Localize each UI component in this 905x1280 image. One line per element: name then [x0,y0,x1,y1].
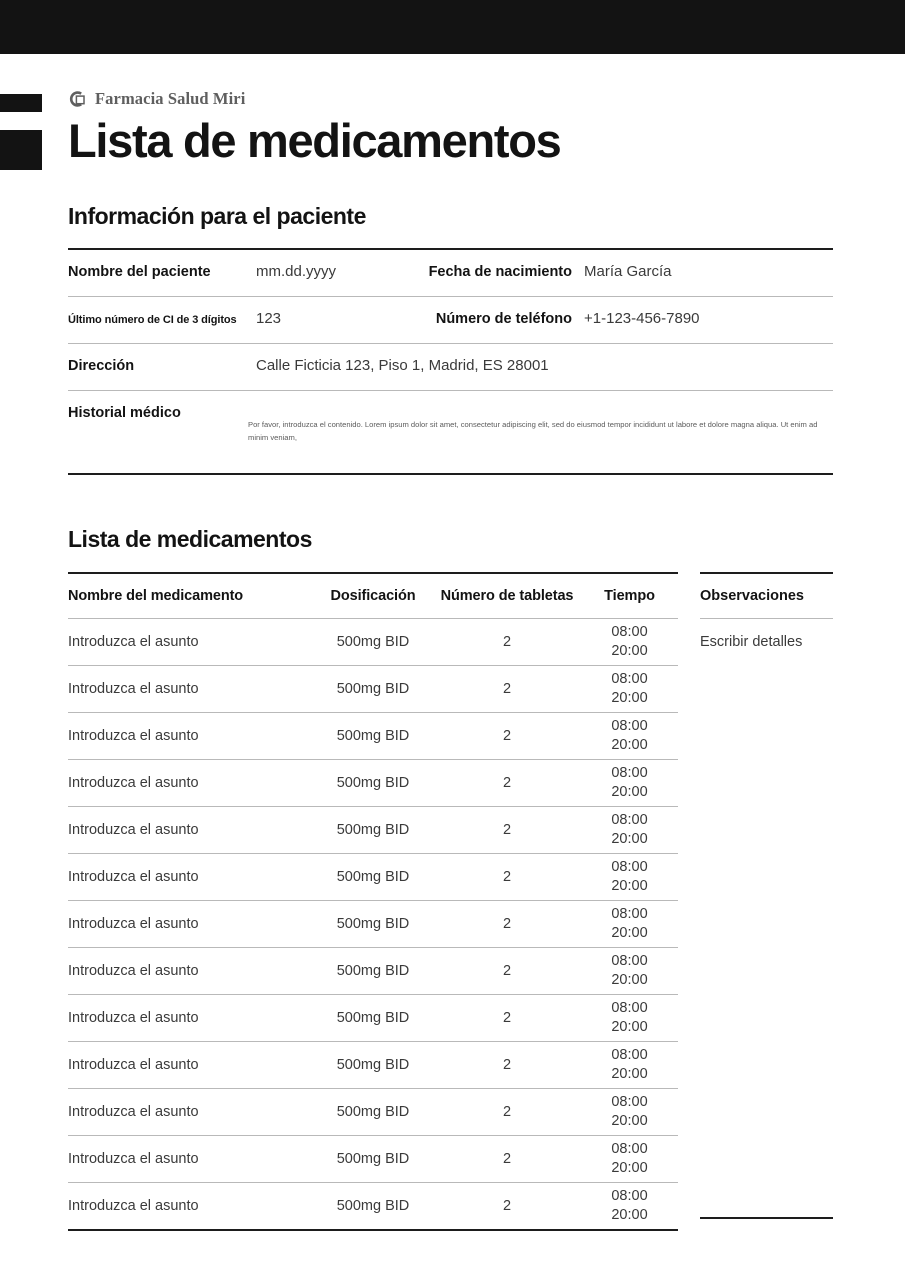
time-evening: 20:00 [611,1160,648,1176]
cell-dosage: 500mg BID [336,728,410,744]
table-row[interactable] [68,807,678,853]
patient-table-bottom-rule [68,473,833,475]
observations-header-label: Observaciones [700,588,804,604]
medical-history-value[interactable]: Por favor, introduzca el contenido. Lorem ipsum dolor sit amet, consectetur adipiscing elit, sed do eiusmod tempor incididunt ut labore et dolore magna aliqua. Ut enim ad minim veniam, [248,420,818,443]
cell-dosage: 500mg BID [336,963,410,979]
cell-medication-name: Introduzca el asunto [68,775,199,791]
cell-dosage: 500mg BID [336,1010,410,1026]
time-morning: 08:00 [611,718,648,735]
cell-tablets: 2 [502,728,512,744]
pharmacy-g-logo-icon [68,89,88,109]
brand-name: Farmacia Salud Miri [95,89,246,108]
table-row[interactable] [68,1042,678,1088]
cell-dosage: 500mg BID [336,869,410,885]
time-evening: 20:00 [611,643,648,659]
cell-medication-name: Introduzca el asunto [68,963,199,979]
cell-time [581,952,678,989]
cell-tablets: 2 [502,822,512,838]
cell-tablets: 2 [502,634,512,650]
cell-medication-name: Introduzca el asunto [68,681,199,697]
cell-dosage: 500mg BID [336,634,410,650]
time-morning: 08:00 [611,1047,648,1064]
table-row[interactable] [68,901,678,947]
patient-info-row [68,297,833,343]
cell-tablets: 2 [502,869,512,885]
cell-dosage: 500mg BID [336,775,410,791]
medication-rows-container [68,619,678,1229]
cell-time [581,670,678,707]
cell-dosage: 500mg BID [336,1198,410,1214]
cell-medication-name: Introduzca el asunto [68,634,199,650]
time-evening: 20:00 [611,1207,648,1223]
time-morning: 08:00 [611,812,648,829]
cell-tablets: 2 [502,681,512,697]
cell-tablets: 2 [502,775,512,791]
id-digits-value[interactable]: 123 [256,310,282,327]
cell-time [581,999,678,1036]
time-morning: 08:00 [611,1094,648,1111]
observations-blank-area [700,665,833,1217]
top-black-band [0,0,905,54]
id-digits-label: Último número de CI de 3 dígitos [68,314,237,326]
medication-section-heading: Lista de medicamentos [68,526,312,552]
time-evening: 20:00 [611,1113,648,1129]
time-morning: 08:00 [611,906,648,923]
table-row[interactable] [68,948,678,994]
cell-dosage: 500mg BID [336,822,410,838]
table-row[interactable] [68,666,678,712]
time-morning: 08:00 [611,1141,648,1158]
time-morning: 08:00 [611,624,648,641]
column-header-name: Nombre del medicamento [68,588,244,604]
column-header-dosage: Dosificación [330,588,416,604]
table-row[interactable] [68,1183,678,1229]
medication-grid [68,572,833,1231]
time-morning: 08:00 [611,765,648,782]
observations-first-cell[interactable] [700,619,833,665]
time-morning: 08:00 [611,671,648,688]
cell-dosage: 500mg BID [336,681,410,697]
time-evening: 20:00 [611,690,648,706]
birth-date-cell [420,263,833,280]
cell-tablets: 2 [502,916,512,932]
cell-tablets: 2 [502,1151,512,1167]
cell-dosage: 500mg BID [336,1151,410,1167]
phone-label: Número de teléfono [435,311,572,327]
cell-medication-name: Introduzca el asunto [68,822,199,838]
cell-time [581,1093,678,1130]
cell-medication-name: Introduzca el asunto [68,869,199,885]
time-evening: 20:00 [611,831,648,847]
page-title: Lista de medicamentos [68,114,561,167]
table-row[interactable] [68,713,678,759]
brand [68,88,838,110]
address-cell [68,357,549,374]
time-evening: 20:00 [611,925,648,941]
observations-header [700,574,833,618]
cell-time [581,623,678,660]
birth-date-label: Fecha de nacimiento [428,264,572,280]
patient-name-value[interactable]: mm.dd.yyyy [256,263,337,280]
table-row[interactable] [68,995,678,1041]
cell-tablets: 2 [502,1057,512,1073]
cell-medication-name: Introduzca el asunto [68,1010,199,1026]
table-row[interactable] [68,1136,678,1182]
cell-medication-name: Introduzca el asunto [68,1057,199,1073]
medication-table-header [68,574,678,618]
left-accent-block-small [0,94,42,112]
patient-name-cell [68,263,420,280]
patient-information-section [68,203,833,475]
time-evening: 20:00 [611,784,648,800]
medication-list-section [68,526,833,1231]
time-morning: 08:00 [611,859,648,876]
medical-history-row [68,391,833,473]
id-digits-cell [68,310,420,327]
cell-time [581,858,678,895]
address-label: Dirección [68,358,135,374]
cell-dosage: 500mg BID [336,1057,410,1073]
cell-dosage: 500mg BID [336,916,410,932]
time-evening: 20:00 [611,878,648,894]
time-morning: 08:00 [611,953,648,970]
phone-cell [420,310,833,327]
observations-column [700,572,833,1219]
time-evening: 20:00 [611,972,648,988]
medical-history-label: Historial médico [68,405,181,421]
time-morning: 08:00 [611,1188,648,1205]
table-row[interactable] [68,1089,678,1135]
cell-time [581,1140,678,1177]
cell-tablets: 2 [502,1104,512,1120]
time-morning: 08:00 [611,1000,648,1017]
document-header [68,88,838,168]
cell-time [581,717,678,754]
address-value[interactable]: Calle Ficticia 123, Piso 1, Madrid, ES 28001 [256,357,549,374]
time-evening: 20:00 [611,1019,648,1035]
medication-table-bottom-rule [68,1229,678,1231]
patient-info-row [68,250,833,296]
patient-section-heading: Información para el paciente [68,203,366,229]
cell-medication-name: Introduzca el asunto [68,1198,199,1214]
cell-dosage: 500mg BID [336,1104,410,1120]
medication-table [68,572,678,1231]
column-header-tablets: Número de tabletas [440,588,574,604]
cell-tablets: 2 [502,1010,512,1026]
observations-bottom-rule [700,1217,833,1219]
birth-date-value[interactable]: María García [584,263,672,280]
cell-medication-name: Introduzca el asunto [68,1104,199,1120]
cell-time [581,811,678,848]
observations-first-value: Escribir detalles [700,634,803,650]
cell-medication-name: Introduzca el asunto [68,1151,199,1167]
cell-time [581,1046,678,1083]
cell-medication-name: Introduzca el asunto [68,916,199,932]
table-row[interactable] [68,619,678,665]
cell-medication-name: Introduzca el asunto [68,728,199,744]
table-row[interactable] [68,760,678,806]
cell-time [581,1187,678,1224]
cell-time [581,905,678,942]
patient-name-label: Nombre del paciente [68,264,211,280]
column-header-time: Tiempo [604,588,655,604]
time-evening: 20:00 [611,1066,648,1082]
time-evening: 20:00 [611,737,648,753]
cell-time [581,764,678,801]
cell-tablets: 2 [502,963,512,979]
address-row [68,344,833,390]
left-accent-block-large [0,130,42,170]
table-row[interactable] [68,854,678,900]
cell-tablets: 2 [502,1198,512,1214]
phone-value[interactable]: +1-123-456-7890 [584,310,700,327]
